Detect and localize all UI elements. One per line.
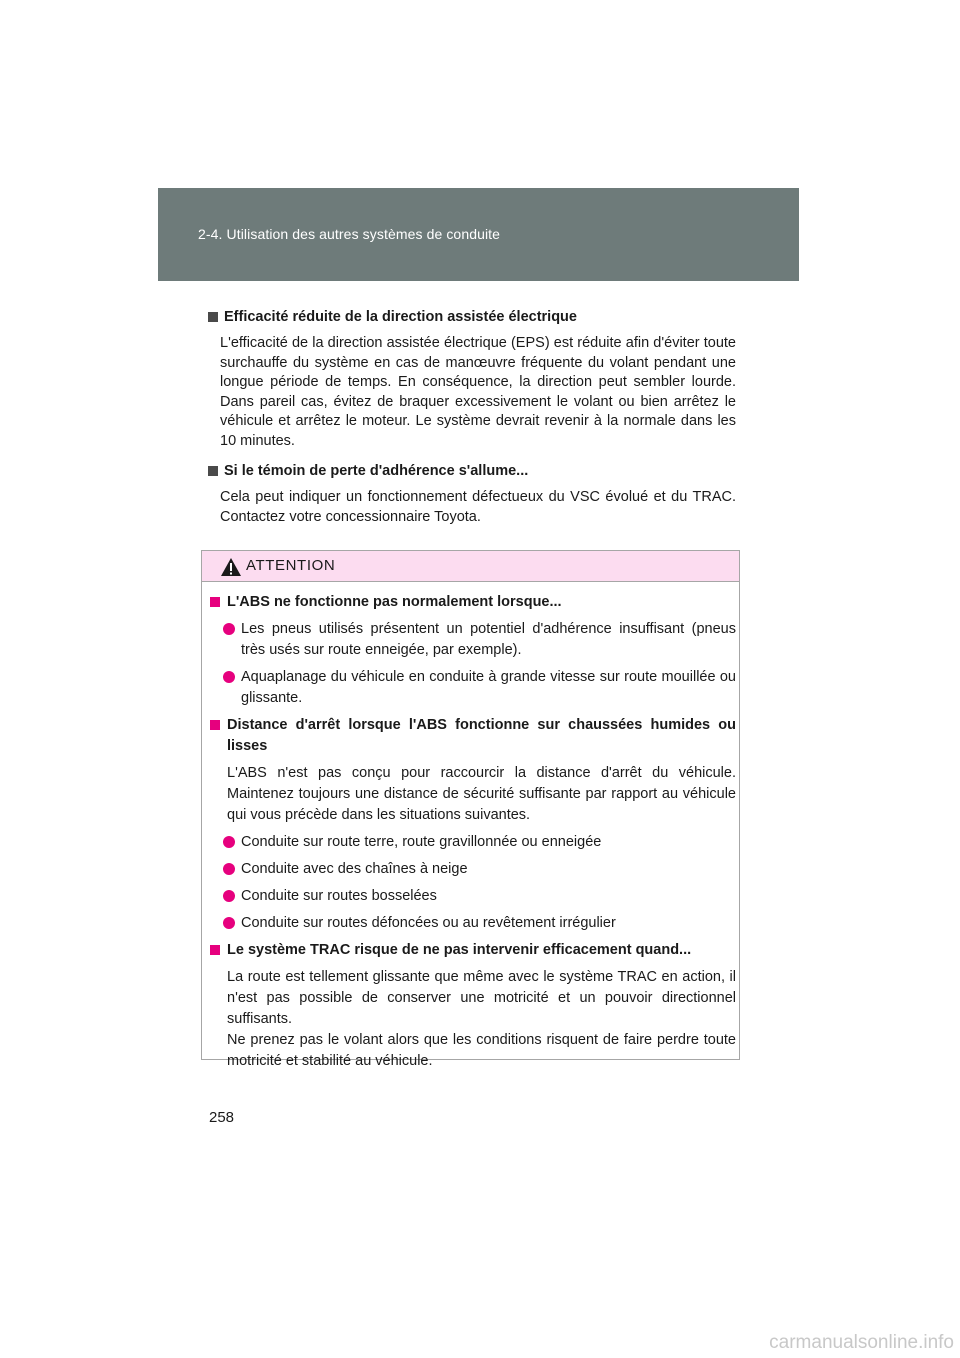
attention-section-heading: Distance d'arrêt lorsque l'ABS fonctionne sur chaussées humides ou lisses bbox=[210, 715, 736, 757]
list-item: Conduite avec des chaînes à neige bbox=[210, 859, 736, 880]
circle-bullet-icon bbox=[223, 836, 235, 848]
square-bullet-icon bbox=[210, 720, 220, 730]
attention-paragraph: L'ABS n'est pas conçu pour raccourcir la distance d'arrêt du véhicule. Maintenez toujours une distance de sécurité suffisante par rapport au véhicule qui vous précède dans les situations suivantes. bbox=[227, 765, 736, 823]
attention-header bbox=[202, 551, 739, 582]
circle-bullet-icon bbox=[223, 623, 235, 635]
section-heading: Efficacité réduite de la direction assistée électrique bbox=[208, 307, 736, 328]
square-bullet-icon bbox=[210, 945, 220, 955]
circle-bullet-icon bbox=[223, 890, 235, 902]
list-item: Conduite sur routes bosselées bbox=[210, 886, 736, 907]
main-content bbox=[208, 307, 736, 527]
circle-bullet-icon bbox=[223, 863, 235, 875]
chapter-title: 2-4. Utilisation des autres systèmes de conduite bbox=[198, 226, 501, 242]
section-paragraph: L'efficacité de la direction assistée électrique (EPS) est réduite afin d'éviter toute surchauffe du système en cas de manœuvre fréquente du volant pendant une longue période de temps. En conséquence, la direction peut sembler lourde. Dans pareil cas, évitez de braquer excessivement le volant ou bien arrêtez le véhicule et arrêtez le moteur. Le système devrait revenir à la normale dans les 10 minutes. bbox=[220, 335, 736, 449]
watermark: carmanualsonline.info bbox=[769, 1332, 954, 1353]
attention-box bbox=[201, 550, 740, 1069]
attention-section-heading: Le système TRAC risque de ne pas intervenir efficacement quand... bbox=[210, 940, 736, 961]
square-bullet-icon bbox=[208, 312, 218, 322]
warning-triangle-icon bbox=[220, 557, 242, 577]
square-bullet-icon bbox=[208, 466, 218, 476]
attention-title: ATTENTION bbox=[246, 557, 336, 574]
list-item: Les pneus utilisés présentent un potentiel d'adhérence insuffisant (pneus très usés sur route enneigée, par exemple). bbox=[210, 619, 736, 661]
attention-body bbox=[210, 592, 736, 1072]
circle-bullet-icon bbox=[223, 917, 235, 929]
list-item: Aquaplanage du véhicule en conduite à grande vitesse sur route mouillée ou glissante. bbox=[210, 667, 736, 709]
list-item: Conduite sur route terre, route gravillonnée ou enneigée bbox=[210, 832, 736, 853]
list-item: Conduite sur routes défoncées ou au revêtement irrégulier bbox=[210, 913, 736, 934]
section-heading: Si le témoin de perte d'adhérence s'allume... bbox=[208, 461, 736, 482]
page-number: 258 bbox=[209, 1109, 235, 1126]
chapter-header-band bbox=[158, 188, 799, 281]
attention-section-heading: L'ABS ne fonctionne pas normalement lorsque... bbox=[210, 592, 736, 613]
section-paragraph: Cela peut indiquer un fonctionnement défectueux du VSC évolué et du TRAC. Contactez votre concessionnaire Toyota. bbox=[220, 489, 736, 525]
attention-paragraph: La route est tellement glissante que même avec le système TRAC en action, il n'est pas possible de conserver une motricité et un pouvoir directionnel suffisants. Ne prenez pas le volant alors que les conditions risquent de faire perdre toute motricité et stabilité au véhicule. bbox=[227, 969, 736, 1069]
circle-bullet-icon bbox=[223, 671, 235, 683]
square-bullet-icon bbox=[210, 597, 220, 607]
